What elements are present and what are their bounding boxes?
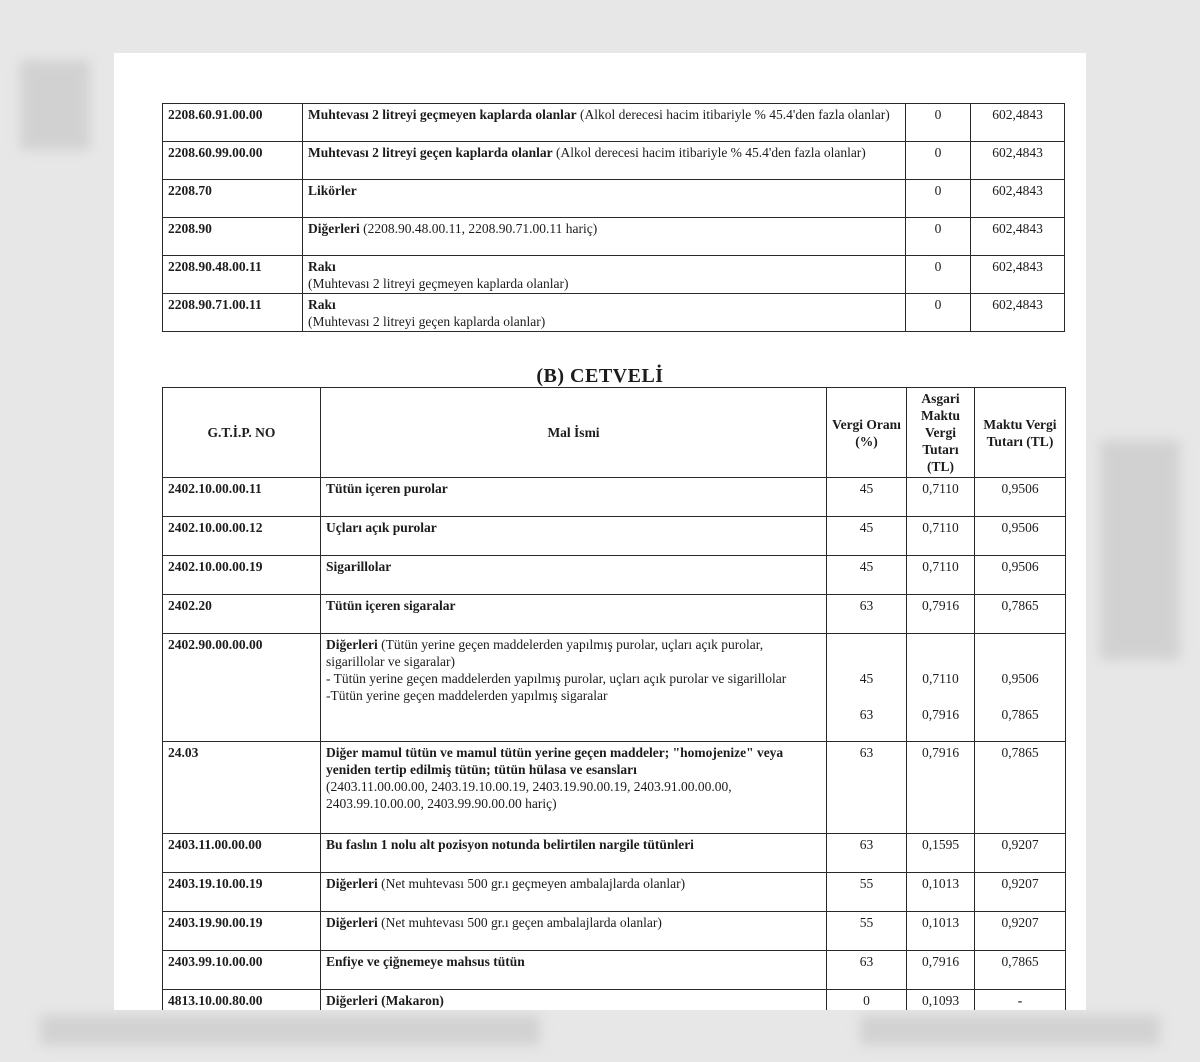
amount: 602,4843 bbox=[971, 180, 1065, 218]
table-row bbox=[163, 873, 1066, 912]
item-name: Diğer mamul tütün ve mamul tütün yerine geçen maddeler; "homojenize" veya yeniden tertip edilmiş tütün; tütün hülasa ve esansları (2403.11.00.00.00, 2403.19.10.00.19, 2403.19.90.00.19, 2403.91.00.00.00, 2403.99.10.00.00, 2403.99.90.00.00 hariç) bbox=[321, 742, 827, 834]
item-name: Diğerleri (Net muhtevası 500 gr.ı geçen ambalajlarda olanlar) bbox=[321, 912, 827, 951]
table-row bbox=[163, 912, 1066, 951]
table-row bbox=[163, 218, 1065, 256]
gtip-code: 2208.70 bbox=[163, 180, 303, 218]
rate: 63 bbox=[827, 742, 907, 834]
min-amount: 0,1013 bbox=[907, 912, 975, 951]
gtip-code: 2208.60.99.00.00 bbox=[163, 142, 303, 180]
rate: 63 bbox=[827, 834, 907, 873]
item-name: Enfiye ve çiğnemeye mahsus tütün bbox=[321, 951, 827, 990]
min-amount: 0,7110 bbox=[907, 556, 975, 595]
fixed-amount: - bbox=[975, 990, 1066, 1011]
background-blur bbox=[20, 60, 90, 150]
gtip-code: 2208.90 bbox=[163, 218, 303, 256]
table-row bbox=[163, 951, 1066, 990]
header-mal-ismi: Mal İsmi bbox=[321, 388, 827, 478]
rate: 0 bbox=[906, 256, 971, 294]
background-blur bbox=[1100, 440, 1180, 660]
item-name: Diğerleri (Makaron) bbox=[321, 990, 827, 1011]
table-row bbox=[163, 142, 1065, 180]
table-row bbox=[163, 517, 1066, 556]
fixed-amount: 0,9506 bbox=[975, 478, 1066, 517]
table-row bbox=[163, 834, 1066, 873]
table-row bbox=[163, 556, 1066, 595]
min-amount: 0,7916 bbox=[907, 951, 975, 990]
gtip-code: 2402.90.00.00.00 bbox=[163, 634, 321, 742]
table-row bbox=[163, 634, 1066, 742]
gtip-code: 2403.19.90.00.19 bbox=[163, 912, 321, 951]
header-asgari-maktu: Asgari Maktu Vergi Tutarı (TL) bbox=[907, 388, 975, 478]
rate: 55 bbox=[827, 873, 907, 912]
gtip-code: 2208.90.48.00.11 bbox=[163, 256, 303, 294]
item-name: Muhtevası 2 litreyi geçen kaplarda olanlar (Alkol derecesi hacim itibariyle % 45.4'den fazla olanlar) bbox=[303, 142, 906, 180]
fixed-amount: 0,9207 bbox=[975, 834, 1066, 873]
rate: 0 bbox=[906, 180, 971, 218]
document-page bbox=[114, 53, 1086, 1010]
item-name: Tütün içeren sigaralar bbox=[321, 595, 827, 634]
rate: 0 bbox=[906, 218, 971, 256]
rate: 63 bbox=[827, 595, 907, 634]
item-name: Likörler bbox=[303, 180, 906, 218]
table-header-row bbox=[163, 388, 1066, 478]
table-row bbox=[163, 595, 1066, 634]
fixed-amount: 0,9506 bbox=[975, 556, 1066, 595]
fixed-amount: 0,7865 bbox=[975, 742, 1066, 834]
fixed-amount: 0,9506 bbox=[975, 517, 1066, 556]
header-maktu: Maktu Vergi Tutarı (TL) bbox=[975, 388, 1066, 478]
gtip-code: 4813.10.00.80.00 bbox=[163, 990, 321, 1011]
cetvel-title: (B) CETVELİ bbox=[536, 365, 664, 387]
table-row bbox=[163, 256, 1065, 294]
min-amount: 0,7916 bbox=[907, 742, 975, 834]
gtip-code: 2402.10.00.00.19 bbox=[163, 556, 321, 595]
rate: 45 bbox=[827, 517, 907, 556]
gtip-code: 2403.99.10.00.00 bbox=[163, 951, 321, 990]
min-amount: 0,7110 bbox=[907, 517, 975, 556]
amount: 602,4843 bbox=[971, 104, 1065, 142]
table-row bbox=[163, 478, 1066, 517]
item-name: Diğerleri (Tütün yerine geçen maddelerden yapılmış purolar, uçları açık purolar, sigarillolar ve sigaralar) - Tütün yerine geçen maddelerden yapılmış purolar, uçları açık purolar ve sigarillolar -Tütün yerine geçen maddelerden yapılmış sigaralar bbox=[321, 634, 827, 742]
gtip-code: 24.03 bbox=[163, 742, 321, 834]
amount: 602,4843 bbox=[971, 142, 1065, 180]
gtip-code: 2403.19.10.00.19 bbox=[163, 873, 321, 912]
item-name: Diğerleri (2208.90.48.00.11, 2208.90.71.00.11 hariç) bbox=[303, 218, 906, 256]
rate: 55 bbox=[827, 912, 907, 951]
fixed-amount: 0,9506 0,7865 bbox=[975, 634, 1066, 742]
min-amount: 0,7110 0,7916 bbox=[907, 634, 975, 742]
amount: 602,4843 bbox=[971, 256, 1065, 294]
rate: 0 bbox=[906, 142, 971, 180]
rate: 45 bbox=[827, 556, 907, 595]
header-vergi-orani: Vergi Oranı (%) bbox=[827, 388, 907, 478]
fixed-amount: 0,9207 bbox=[975, 873, 1066, 912]
rate: 0 bbox=[827, 990, 907, 1011]
fixed-amount: 0,7865 bbox=[975, 951, 1066, 990]
min-amount: 0,1595 bbox=[907, 834, 975, 873]
table-row bbox=[163, 742, 1066, 834]
gtip-code: 2402.20 bbox=[163, 595, 321, 634]
table-a bbox=[162, 103, 1065, 332]
table-row bbox=[163, 294, 1065, 332]
rate: 0 bbox=[906, 104, 971, 142]
item-name: Sigarillolar bbox=[321, 556, 827, 595]
min-amount: 0,1013 bbox=[907, 873, 975, 912]
fixed-amount: 0,7865 bbox=[975, 595, 1066, 634]
min-amount: 0,1093 bbox=[907, 990, 975, 1011]
fixed-amount: 0,9207 bbox=[975, 912, 1066, 951]
item-name: Rakı (Muhtevası 2 litreyi geçen kaplarda olanlar) bbox=[303, 294, 906, 332]
table-row bbox=[163, 180, 1065, 218]
table-row bbox=[163, 104, 1065, 142]
amount: 602,4843 bbox=[971, 218, 1065, 256]
rate: 45 63 bbox=[827, 634, 907, 742]
header-gtip: G.T.İ.P. NO bbox=[163, 388, 321, 478]
table-b bbox=[162, 387, 1066, 1010]
rate: 45 bbox=[827, 478, 907, 517]
gtip-code: 2402.10.00.00.11 bbox=[163, 478, 321, 517]
gtip-code: 2208.60.91.00.00 bbox=[163, 104, 303, 142]
min-amount: 0,7110 bbox=[907, 478, 975, 517]
gtip-code: 2403.11.00.00.00 bbox=[163, 834, 321, 873]
item-name: Uçları açık purolar bbox=[321, 517, 827, 556]
rate: 63 bbox=[827, 951, 907, 990]
gtip-code: 2208.90.71.00.11 bbox=[163, 294, 303, 332]
item-name: Tütün içeren purolar bbox=[321, 478, 827, 517]
amount: 602,4843 bbox=[971, 294, 1065, 332]
item-name: Bu faslın 1 nolu alt pozisyon notunda belirtilen nargile tütünleri bbox=[321, 834, 827, 873]
background-blur bbox=[860, 1015, 1160, 1045]
gtip-code: 2402.10.00.00.12 bbox=[163, 517, 321, 556]
item-name: Muhtevası 2 litreyi geçmeyen kaplarda olanlar (Alkol derecesi hacim itibariyle % 45.4'den fazla olanlar) bbox=[303, 104, 906, 142]
item-name: Rakı (Muhtevası 2 litreyi geçmeyen kaplarda olanlar) bbox=[303, 256, 906, 294]
min-amount: 0,7916 bbox=[907, 595, 975, 634]
table-row bbox=[163, 990, 1066, 1011]
item-name: Diğerleri (Net muhtevası 500 gr.ı geçmeyen ambalajlarda olanlar) bbox=[321, 873, 827, 912]
rate: 0 bbox=[906, 294, 971, 332]
background-blur bbox=[40, 1015, 540, 1045]
